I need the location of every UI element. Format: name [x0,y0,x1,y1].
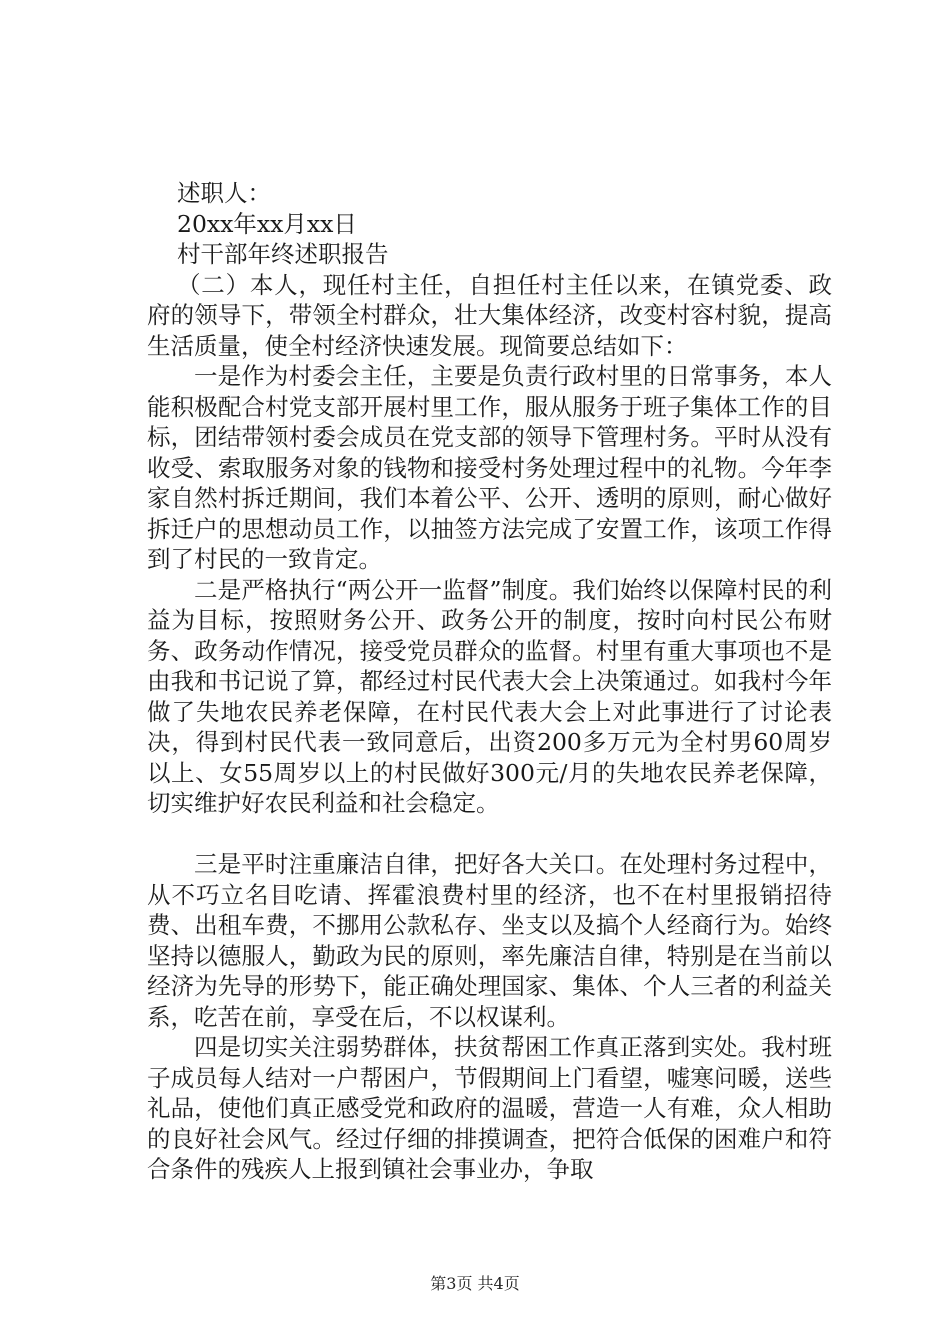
paragraph-intro: （二）本人，现任村主任，自担任村主任以来，在镇党委、政府的领导下，带领全村群众，壮大集体经济，改变村容村貌，提高生活质量，使全村经济快速发展。现简要总结如下： [147,270,832,360]
document-body [147,178,832,1185]
paragraph-point-four: 四是切实关注弱势群体，扶贫帮困工作真正落到实处。我村班子成员每人结对一户帮困户，节假期间上门看望，嘘寒问暖，送些礼品，使他们真正感受党和政府的温暖，营造一人有难，众人相助的良好社会风气。经过仔细的排摸调查，把符合低保的困难户和符合条件的残疾人上报到镇社会事业办，争取 [147,1033,832,1183]
paragraph-point-three: 三是平时注重廉洁自律，把好各大关口。在处理村务过程中，从不巧立名目吃请、挥霍浪费村里的经济，也不在村里报销招待费、出租车费，不挪用公款私存、坐支以及搞个人经商行为。始终坚持以德服人，勤政为民的原则，率先廉洁自律，特别是在当前以经济为先导的形势下，能正确处理国家、集体、个人三者的利益关系，吃苦在前，享受在后，不以权谋利。 [147,850,832,1031]
page-footer [0,1271,950,1294]
paragraph-point-one: 一是作为村委会主任，主要是负责行政村里的日常事务，本人能积极配合村党支部开展村里工作，服从服务于班子集体工作的目标，团结带领村委会成员在党支部的领导下管理村务。平时从没有收受、索取服务对象的钱物和接受村务处理过程中的礼物。今年李家自然村拆迁期间，我们本着公平、公开、透明的原则，耐心做好拆迁户的思想动员工作，以抽签方法完成了安置工作，该项工作得到了村民的一致肯定。 [147,362,832,573]
blank-line [147,819,832,850]
reporter-label: 述职人： [177,179,271,207]
page-number: 第3页 共4页 [430,1274,520,1293]
report-title: 村干部年终述职报告 [177,240,389,268]
report-date: 20xx年xx月xx日 [177,209,357,238]
paragraph-point-two: 二是严格执行“两公开一监督”制度。我们始终以保障村民的利益为目标，按照财务公开、政务公开的制度，按时向村民公布财务、政务动作情况，接受党员群众的监督。村里有重大事项也不是由我和书记说了算，都经过村民代表大会上决策通过。如我村今年做了失地农民养老保障，在村民代表大会上对此事进行了讨论表决，得到村民代表一致同意后，出资200多万元为全村男60周岁以上、女55周岁以上的村民做好300元/月的失地农民养老保障，切实维护好农民利益和社会稳定。 [147,575,832,817]
